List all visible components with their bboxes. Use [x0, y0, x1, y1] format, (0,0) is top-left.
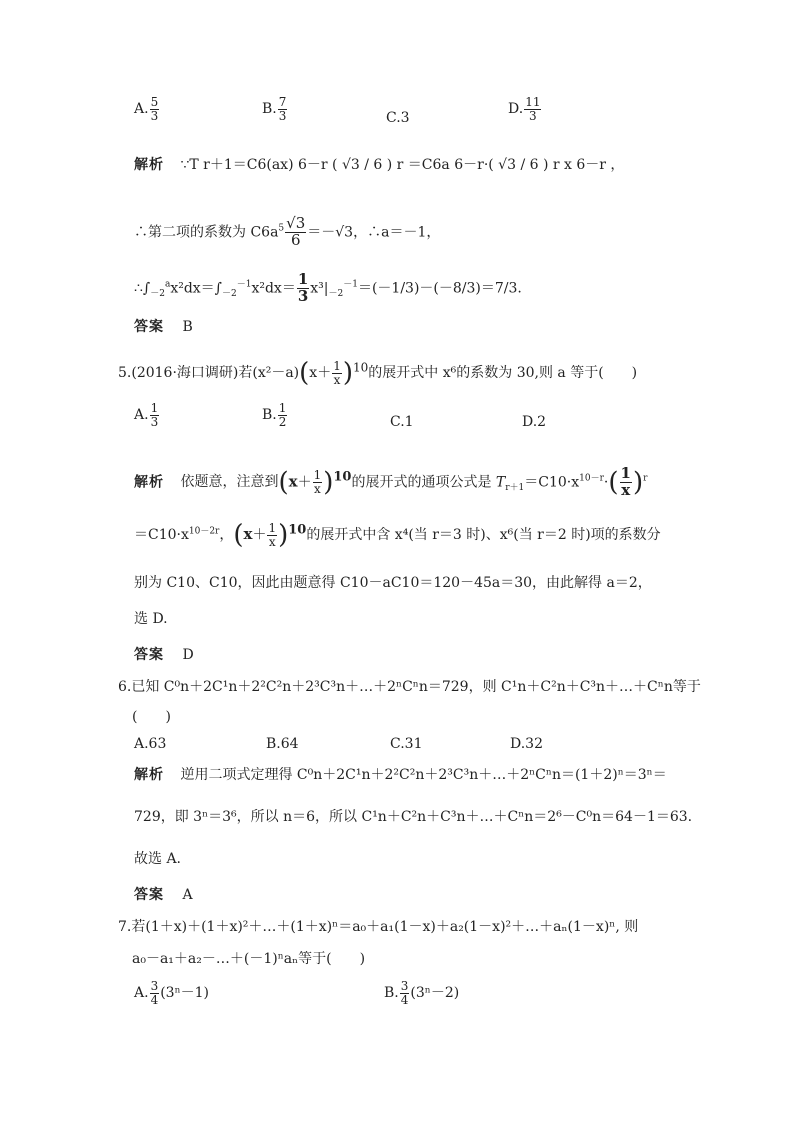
denominator: 3 — [278, 108, 287, 123]
q6-option-a: A.63 — [134, 736, 167, 752]
answer-label: 答案 — [134, 887, 164, 903]
answer-value: A — [182, 887, 193, 903]
analysis-text: ＝(－1/3)－(－8/3)＝7/3. — [357, 280, 522, 297]
answer-value: D — [182, 647, 194, 663]
numerator: 5 — [150, 95, 159, 109]
q7-stem-line2: a₀－a₁＋a₂－…＋(－1)ⁿaₙ等于( ) — [132, 951, 366, 967]
numerator: 3 — [400, 979, 409, 993]
option-prefix: B. — [384, 985, 399, 1002]
numerator: 1 — [278, 401, 287, 415]
analysis-text: x²dx＝∫ — [170, 280, 222, 297]
option-prefix: A. — [134, 985, 149, 1002]
analysis-text: x³| — [310, 280, 329, 297]
analysis-label: 解析 — [134, 157, 164, 173]
analysis-text: ＝C10·x — [134, 527, 189, 544]
denominator: 2 — [278, 414, 287, 429]
q6-analysis-line3: 故选 A. — [134, 851, 182, 867]
question-text: 5.(2016·海口调研)若(x²－a) — [118, 365, 300, 382]
option-prefix: B. — [262, 407, 277, 424]
analysis-label: 解析 — [134, 767, 164, 783]
analysis-text: ＝－√3，∴a＝－1， — [307, 224, 441, 241]
option-prefix: A. — [134, 407, 149, 424]
q6-option-c: C.31 — [390, 736, 423, 752]
option-prefix: D. — [508, 101, 524, 118]
fraction — [524, 96, 541, 122]
fraction — [278, 96, 288, 122]
numerator: 11 — [525, 95, 541, 109]
option-prefix: A. — [134, 101, 149, 118]
q6-analysis-line2: 729，即 3ⁿ＝3⁶，所以 n＝6，所以 C¹n＋C²n＋C³n＋…＋Cⁿn＝2⁶－C⁰n＝64－1＝63. — [134, 809, 693, 825]
numerator: 7 — [278, 95, 287, 109]
q5-stem: 5.(2016·海口调研)若(x²－a)(x＋ $\frac{1}{x}$ )$^{10}$的展开式中 x⁶的系数为 30,则 a 等于( ) — [118, 358, 638, 389]
q6-stem: 6.已知 C⁰n＋2C¹n＋2²C²n＋2³C³n＋…＋2ⁿCⁿn＝729，则 C¹n＋C²n＋C³n＋…＋Cⁿn等于 — [118, 679, 701, 695]
q6-option-b: B.64 — [266, 736, 299, 752]
q6-analysis-line1 — [134, 768, 667, 782]
q4-answer — [134, 320, 193, 334]
answer-label: 答案 — [134, 647, 164, 663]
q7-option-b — [384, 980, 459, 1006]
fraction: $\frac{1}{3}$ — [297, 270, 309, 305]
q5-option-c: C.1 — [390, 414, 414, 430]
q5-analysis-line1: 解析 依题意，注意到(x＋ $\frac{1}{x}$ )$^{10}$的展开式的通项公式是 $T_{r+1}=C10\cdot x^{10-r}\cdot$( $\frac{1}{x}$ )$^r$ — [134, 464, 648, 499]
q4-analysis-line3: $\therefore\int_{-2}^ax^2dx=\int_{-2}^{-1}x^2dx=$ $\frac{1}{3}$ $x^3|_{-2}^{-1}=(-1/3)-(-8/3)=7/3$. — [134, 270, 522, 305]
q7-option-a — [134, 980, 209, 1006]
answer-value: B — [182, 319, 193, 335]
q4-option-c: C.3 — [386, 110, 410, 126]
denominator: 3 — [150, 108, 159, 123]
question-text: 的展开式中 x⁶的系数为 30,则 a 等于( ) — [368, 365, 638, 382]
q4-analysis-line1 — [134, 158, 624, 172]
analysis-text: x²dx＝ — [251, 280, 296, 297]
numerator: 3 — [150, 979, 159, 993]
q7-stem-line1: 7.若(1＋x)＋(1＋x)²＋…＋(1＋x)ⁿ＝a₀＋a₁(1－x)＋a₂(1－x)²＋…＋aₙ(1－x)ⁿ, 则 — [118, 919, 639, 935]
analysis-label: 解析 — [134, 474, 164, 491]
q6-answer — [134, 888, 193, 902]
analysis-text: 的展开式的通项公式是 — [351, 474, 492, 491]
q5-option-d: D.2 — [522, 414, 547, 430]
denominator: 3 — [529, 108, 537, 123]
analysis-text: 逆用二项式定理得 C⁰n＋2C¹n＋2²C²n＋2³C³n＋…＋2ⁿCⁿn＝(1＋2)ⁿ＝3ⁿ＝ — [180, 767, 667, 783]
denominator: 4 — [150, 992, 159, 1007]
q5-option-b — [262, 402, 288, 428]
fraction: $\frac{√3}{6}$ — [286, 214, 306, 249]
q6-option-d: D.32 — [510, 736, 543, 752]
q4-option-d — [508, 96, 542, 122]
denominator: 3 — [150, 414, 159, 429]
fraction — [150, 96, 160, 122]
q5-analysis-line4: 选 D. — [134, 611, 168, 627]
q5-option-a — [134, 402, 160, 428]
answer-label: 答案 — [134, 319, 164, 335]
q5-answer — [134, 648, 194, 662]
q5-analysis-line3: 别为 C10、C10，因此由题意得 C10－aC10＝120－45a＝30，由此解得 a＝2， — [134, 575, 652, 591]
analysis-text: ∴∫ — [134, 280, 151, 297]
q4-option-a — [134, 96, 160, 122]
option-text: (3ⁿ－1) — [160, 985, 209, 1002]
q4-analysis-line2: ∴第二项的系数为 $C6a^5$ $\frac{√3}{6}$ ＝－√3，∴a＝－1， — [134, 214, 441, 249]
analysis-text: ， — [219, 527, 234, 544]
option-text: (3ⁿ－2) — [410, 985, 460, 1002]
analysis-text: ∵T r＋1＝C6(ax) 6－r ( √3 / 6 ) r ＝C6a 6－r·( √3 / 6 ) r x 6－r ， — [180, 157, 625, 173]
option-prefix: B. — [262, 101, 277, 118]
q4-option-b — [262, 96, 288, 122]
analysis-text: 的展开式中含 x⁴(当 r＝3 时)、x⁶(当 r＝2 时)项的系数分 — [306, 527, 661, 544]
analysis-text: ∴第二项的系数为 C6a — [134, 224, 279, 241]
denominator: 4 — [400, 992, 409, 1007]
q6-stem-paren: ( ) — [132, 709, 171, 725]
analysis-text: 依题意，注意到 — [180, 474, 279, 491]
q5-analysis-line2: $=C10\cdot x^{10-2r}$，(x＋ $\frac{1}{x}$ )$^{10}$的展开式中含 x⁴(当 r＝3 时)、x⁶(当 r＝2 时)项的系数分 — [134, 520, 661, 551]
numerator: 1 — [150, 401, 159, 415]
